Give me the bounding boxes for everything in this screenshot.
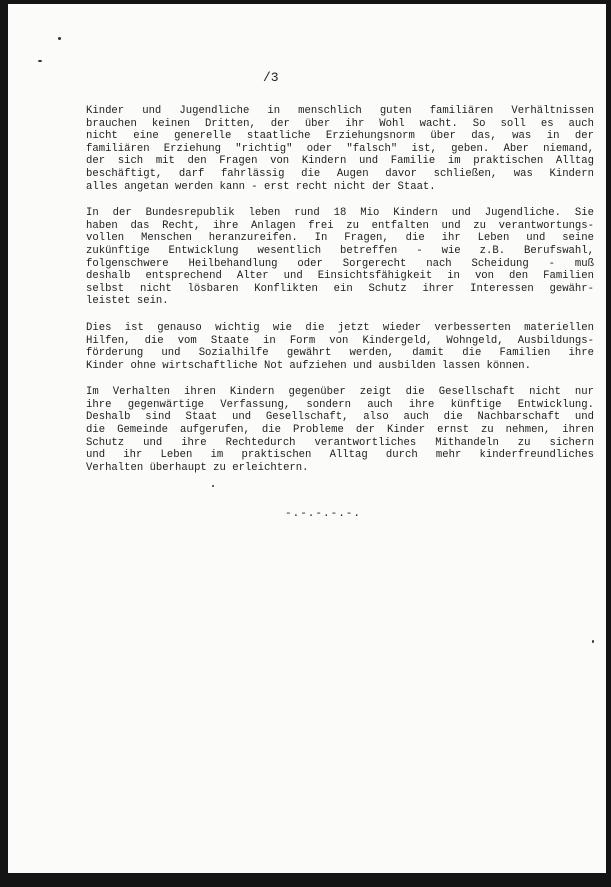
- scan-border-left: [0, 0, 8, 887]
- text-line: die Gemeinde aufgerufen, die Probleme der Kinder ernst zu nehmen, ihren: [86, 424, 594, 437]
- text-line: selbst nicht lösbaren Konflikten ein Schutz ihrer Interessen gewähr-: [86, 282, 594, 295]
- text-line: Im Verhalten ihren Kindern gegenüber zeigt die Gesellschaft nicht nur: [86, 386, 594, 399]
- text-line: ihre gegenwärtige Verfassung, sondern auch ihre künftige Entwicklung.: [86, 398, 594, 411]
- scan-speck: [592, 640, 594, 643]
- text-line: alles angetan werden kann - erst recht nicht der Staat.: [86, 180, 436, 193]
- scan-border-right: [606, 0, 611, 887]
- scan-border-top: [0, 0, 611, 4]
- scan-speck: [58, 37, 61, 40]
- text-line: In der Bundesrepublik leben rund 18 Mio Kindern und Jugendliche. Sie: [86, 207, 594, 220]
- text-line: familiären Erziehung "richtig" oder "falsch" ist, geben. Aber niemand,: [86, 142, 594, 155]
- text-line: der sich mit den Fragen von Kindern und Familie im praktischen Alltag: [86, 155, 594, 168]
- text-line: Deshalb sind Staat und Gesellschaft, also auch die Nachbarschaft und: [86, 411, 594, 424]
- end-mark: -.-.-.-.-.: [285, 508, 362, 520]
- scan-border-bottom: [0, 873, 611, 887]
- text-line: brauchen keinen Dritten, der über ihr Wohl wacht. So soll es auch: [86, 117, 594, 130]
- paragraph: [86, 105, 594, 193]
- text-line: deshalb entsprechend Alter und Einsichtsfähigkeit in von den Familien: [86, 270, 594, 283]
- text-line: Verhalten überhaupt zu erleichtern.: [86, 461, 309, 474]
- text-line: förderung und Sozialhilfe gewährt werden, damit die Familien ihre: [86, 347, 594, 360]
- text-line: folgenschwere Heilbehandlung oder Sorgerecht nach Scheidung - muß: [86, 257, 594, 270]
- text-line: leistet sein.: [86, 295, 169, 308]
- text-line: haben das Recht, ihre Anlagen frei zu entfalten und zu verantwortungs-: [86, 219, 594, 232]
- text-line: Kinder ohne wirtschaftliche Not aufziehen und ausbilden lassen können.: [86, 359, 532, 372]
- paragraph: [86, 386, 594, 474]
- text-line: Kinder und Jugendliche in menschlich guten familiären Verhältnissen: [86, 105, 594, 117]
- text-line: Dies ist genauso wichtig wie die jetzt wieder verbesserten materiellen: [86, 321, 594, 334]
- scan-speck: [38, 60, 42, 62]
- paragraph: [86, 322, 594, 372]
- text-line: zukünftige Entwicklung wesentlich betreffen - wie z.B. Berufswahl,: [86, 244, 594, 257]
- paragraph: [86, 207, 594, 308]
- page-number: /3: [263, 70, 279, 85]
- body-text: [86, 105, 594, 488]
- text-line: Schutz und ihre Rechtedurch verantwortliches Mithandeln zu sichern: [86, 436, 594, 449]
- text-line: beschäftigt, darf fahrlässig die Augen davor schließen, was Kindern: [86, 167, 594, 180]
- text-line: und ihr Leben im praktischen Alltag durch mehr kinderfreundliches: [86, 449, 594, 462]
- text-line: vollen Menschen heranzureifen. In Fragen, die ihr Leben und seine: [86, 232, 594, 245]
- text-line: Hilfen, die vom Staate in Form von Kindergeld, Wohngeld, Ausbildungs-: [86, 334, 594, 347]
- text-line: nicht eine generelle staatliche Erziehungsnorm über das, was in der: [86, 130, 594, 143]
